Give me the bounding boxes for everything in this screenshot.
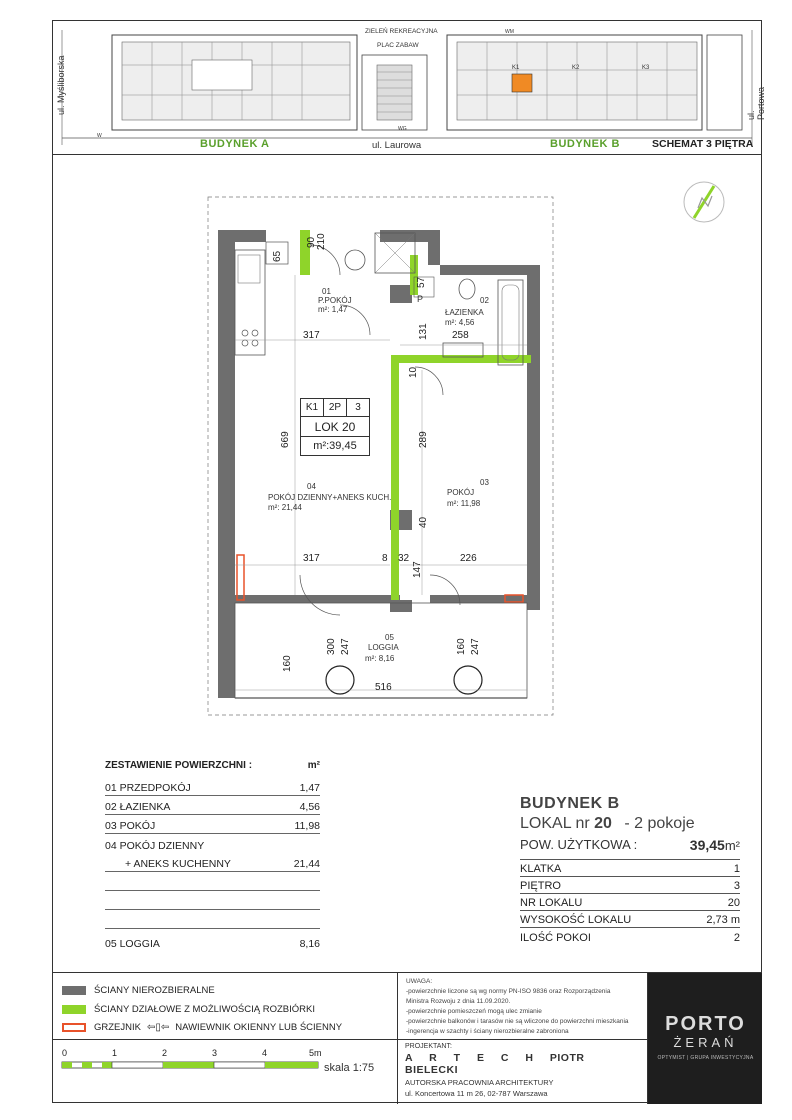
wg-label: WG <box>398 126 407 132</box>
k1-label: K1 <box>512 65 520 71</box>
legend-footer <box>52 972 762 1103</box>
notes-title: UWAGA: <box>406 978 433 985</box>
building-b-label: BUDYNEK B <box>550 138 620 150</box>
dim-258: 258 <box>452 330 469 341</box>
info-label: WYSOKOŚĆ LOKALU <box>520 914 632 926</box>
radiator-icon <box>62 1023 86 1032</box>
row-value: 21,44 <box>293 858 320 870</box>
building-a-label: BUDYNEK A <box>200 138 270 150</box>
scale-tick: 5m <box>309 1048 322 1058</box>
w-label: W <box>97 133 102 139</box>
lokal-rooms: - 2 pokoje <box>624 815 695 832</box>
dim-226: 226 <box>460 553 477 564</box>
dim-32: 32 <box>398 553 410 564</box>
table-row <box>105 777 320 796</box>
k3-label: K3 <box>642 65 650 71</box>
legend-swatch-icon <box>62 986 86 995</box>
room05-num: 05 <box>385 633 394 642</box>
room01-num: 01 <box>322 287 331 296</box>
vent-arrows-icon: ⇦▯⇦ <box>146 1022 170 1033</box>
tag-k: K1 <box>301 399 324 416</box>
note-line: -powierzchnie liczone są wg normy PN-ISO 9836 oraz Rozporządzenia <box>406 988 611 995</box>
legend-label: ŚCIANY DZIAŁOWE Z MOŻLIWOŚCIĄ ROZBIÓRKI <box>94 1004 315 1015</box>
dim-247b: 247 <box>470 638 481 655</box>
dim-210: 210 <box>316 233 327 250</box>
info-row <box>520 860 740 877</box>
apartment-info <box>520 795 740 945</box>
row-value: 11,98 <box>294 820 320 832</box>
scale-tick: 3 <box>212 1048 218 1058</box>
room03-num: 03 <box>480 478 489 487</box>
logo-line2: ŻERAŃ <box>673 1035 738 1050</box>
dim-90: 90 <box>306 236 317 248</box>
logo-line1: PORTO <box>665 1013 746 1035</box>
dim-300: 300 <box>326 638 337 655</box>
room05-name: LOGGIA <box>368 643 399 652</box>
surface-table <box>105 760 320 951</box>
table-row <box>105 815 320 834</box>
dim-516: 516 <box>375 682 392 693</box>
legend-label: NAWIEWNIK OKIENNY LUB ŚCIENNY <box>175 1022 343 1033</box>
info-value: 20 <box>727 897 740 909</box>
playground-label: PLAC ZABAW <box>377 42 419 49</box>
info-row <box>520 928 740 945</box>
table-row-empty <box>105 891 320 910</box>
scale-tick: 0 <box>62 1048 68 1058</box>
p-label: P <box>417 294 424 304</box>
project-label: PROJEKTANT: <box>405 1043 452 1050</box>
dim-669: 669 <box>280 431 291 448</box>
project-firm-name: A R T E C H <box>405 1052 540 1064</box>
note-line: -powierzchnie pomieszczeń mogą ulec zmianie <box>406 1008 542 1015</box>
project-address: ul. Koncertowa 11 m 26, 02-787 Warszawa <box>405 1089 548 1098</box>
table-row <box>105 796 320 815</box>
dim-160a: 160 <box>282 655 293 672</box>
schema-label: SCHEMAT 3 PIĘTRA <box>652 138 754 150</box>
tag-p: 2P <box>324 399 347 416</box>
dim-65: 65 <box>272 250 283 262</box>
project-box <box>397 1039 647 1101</box>
site-plan <box>52 20 766 155</box>
dim-40: 40 <box>418 516 429 528</box>
legend-label: ŚCIANY NIEROZBIERALNE <box>94 985 215 996</box>
dim-317b: 317 <box>303 553 320 564</box>
room05-area: m²: 8,16 <box>365 654 395 663</box>
dim-10: 10 <box>408 366 419 378</box>
legend-item-partitions <box>62 1004 315 1015</box>
legend-item-radiator <box>62 1022 342 1033</box>
pu-value: 39,45 <box>689 837 725 853</box>
info-label: PIĘTRO <box>520 880 561 892</box>
legend-swatch-icon <box>62 1005 86 1014</box>
table-row <box>105 853 320 872</box>
table-row-empty <box>105 872 320 891</box>
scale-bar-graphic <box>62 1062 320 1076</box>
row-label: + ANEKS KUCHENNY <box>125 858 231 870</box>
porto-zeran-logo <box>647 973 762 1104</box>
pu-unit: m² <box>724 838 740 853</box>
tag-area: m²:39,45 <box>313 440 357 452</box>
note-line: Ministra Rozwoju z dnia 11.09.2020. <box>406 998 511 1005</box>
dim-147: 147 <box>412 561 423 578</box>
room04-area: m²: 21,44 <box>268 503 302 512</box>
project-firm-sub: AUTORSKA PRACOWNIA ARCHITEKTURY <box>405 1078 554 1087</box>
dim-57: 57 <box>416 276 427 288</box>
info-lokal <box>520 815 740 833</box>
pu-label: POW. UŻYTKOWA : <box>520 837 638 852</box>
row-label: 03 POKÓJ <box>105 820 156 832</box>
info-building: BUDYNEK B <box>520 795 620 812</box>
row-label: 02 ŁAZIENKA <box>105 801 171 813</box>
dim-317a: 317 <box>303 330 320 341</box>
room01-area: m²: 1,47 <box>318 305 348 314</box>
info-value: 3 <box>733 880 740 892</box>
note-line: -ingerencja w szachty i ściany nierozbieralne zabroniona <box>406 1028 569 1035</box>
dim-131: 131 <box>418 323 429 340</box>
note-line: -powierzchnie balkonów i tarasów nie są wliczone do powierzchni mieszkania <box>406 1018 629 1025</box>
info-value: 1 <box>733 863 740 875</box>
surface-title: ZESTAWIENIE POWIERZCHNI : <box>105 760 253 771</box>
row-value: 4,56 <box>299 801 320 813</box>
row-value: 1,47 <box>299 782 320 794</box>
info-row <box>520 911 740 928</box>
dim-247a: 247 <box>340 638 351 655</box>
info-value: 2,73 m <box>706 914 740 926</box>
loggia-value: 8,16 <box>299 938 320 950</box>
loggia-label: 05 LOGGIA <box>105 938 160 950</box>
scale-tick: 4 <box>262 1048 268 1058</box>
k2-label: K2 <box>572 65 580 71</box>
scale-tick: 1 <box>112 1048 118 1058</box>
legend-item-walls <box>62 985 215 996</box>
room02-num: 02 <box>480 296 489 305</box>
info-label: NR LOKALU <box>520 897 583 909</box>
north-arrow-icon <box>680 178 728 226</box>
scale-bar <box>52 1039 397 1104</box>
street-left-label: ul. Myśliborska <box>56 55 66 115</box>
scale-label: skala 1:75 <box>324 1062 375 1074</box>
room04-num: 04 <box>307 482 316 491</box>
tag-lok: LOK 20 <box>301 417 369 437</box>
info-value: 2 <box>733 932 740 944</box>
site-plan-drawing <box>52 20 762 155</box>
table-row <box>105 834 320 853</box>
wm-label: WM <box>505 29 514 35</box>
row-label: 04 POKÓJ DZIENNY <box>105 840 205 852</box>
logo-line3: OPTYMIST | GRUPA INWESTYCYJNA <box>657 1055 754 1061</box>
dim-289: 289 <box>418 431 429 448</box>
room04-name: POKÓJ DZIENNY+ANEKS KUCH. <box>268 493 392 502</box>
room02-name: ŁAZIENKA <box>445 308 484 317</box>
street-bottom-label: ul. Laurowa <box>372 140 422 151</box>
table-row-empty <box>105 910 320 929</box>
project-person: PIOTR BIELECKI <box>405 1052 585 1076</box>
dim-8: 8 <box>382 553 388 564</box>
info-row <box>520 877 740 894</box>
info-row <box>520 894 740 911</box>
legend-label: GRZEJNIK <box>94 1022 141 1033</box>
info-label: KLATKA <box>520 863 562 875</box>
lokal-prefix: LOKAL nr <box>520 815 590 832</box>
info-usable-area <box>520 837 740 859</box>
room02-area: m²: 4,56 <box>445 318 475 327</box>
room03-area: m²: 11,98 <box>447 499 481 508</box>
row-label: 01 PRZEDPOKÓJ <box>105 782 191 794</box>
lokal-number: 20 <box>594 815 612 832</box>
surface-unit: m² <box>307 760 320 771</box>
scale-tick: 2 <box>162 1048 168 1058</box>
info-label: ILOŚĆ POKOI <box>520 932 591 944</box>
green-area-label: ZIELEŃ REKREACYJNA <box>365 28 438 35</box>
street-right-label: ul. Portowa <box>746 86 766 120</box>
tag-n: 3 <box>355 402 361 413</box>
table-row <box>105 929 320 951</box>
room01-name: P.POKÓJ <box>318 296 352 305</box>
dim-160b: 160 <box>456 638 467 655</box>
apartment-tag <box>300 398 370 456</box>
room03-name: POKÓJ <box>447 488 475 497</box>
